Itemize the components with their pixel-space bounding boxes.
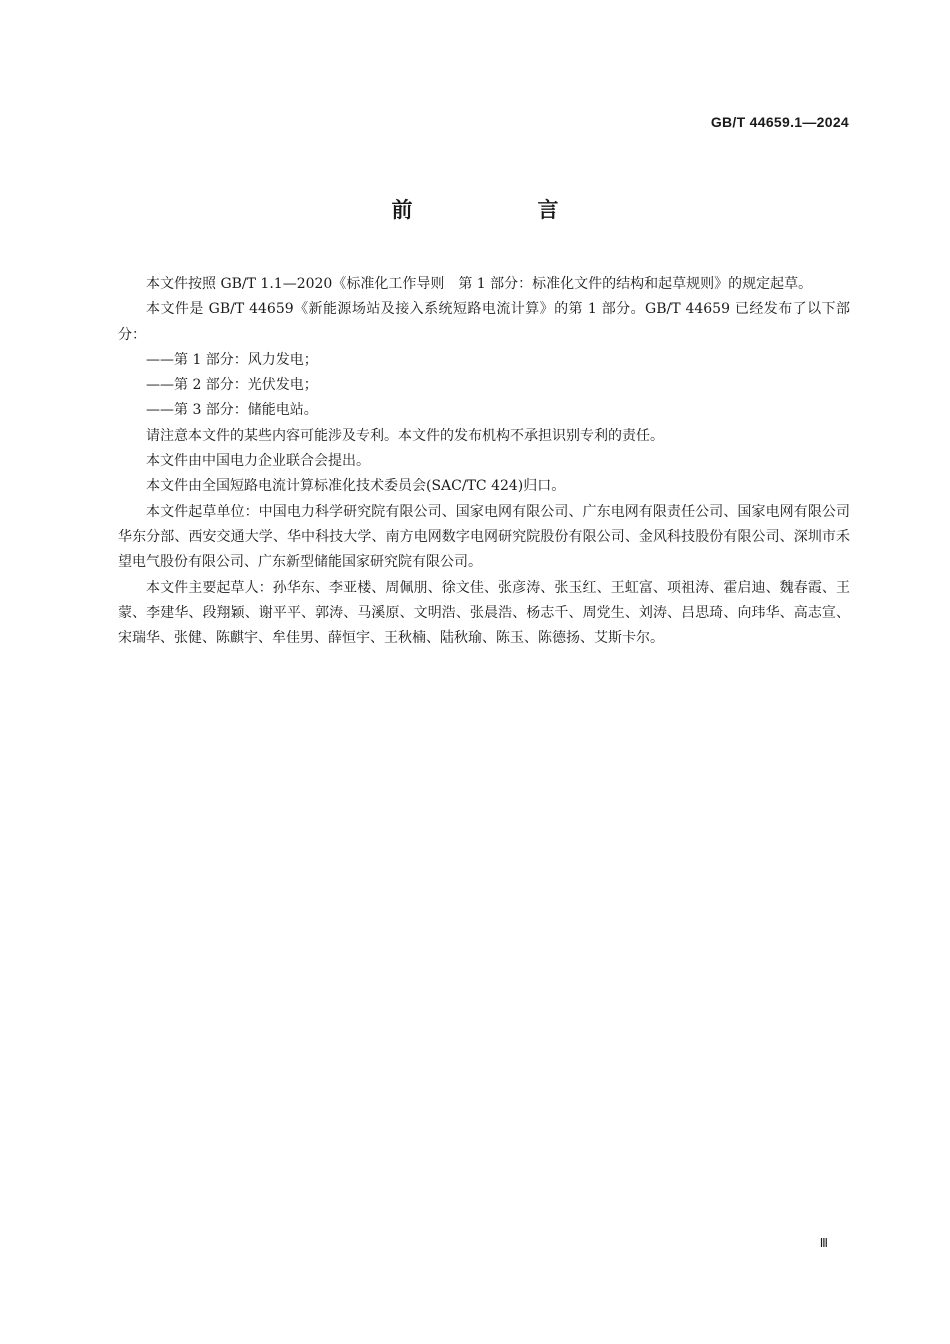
paragraph-proposer: 本文件由中国电力企业联合会提出。 [146,453,370,470]
paragraph-committee: 本文件由全国短路电流计算标准化技术委员会(SAC/TC 424)归口。 [146,478,566,495]
page-number: Ⅲ [819,1236,828,1250]
list-item-part-1: ——第 1 部分：风力发电； [146,351,318,368]
foreword-body [118,272,850,651]
standard-code: GB/T 44659.1—2024 [710,114,849,130]
list-item-part-3: ——第 3 部分：储能电站。 [146,402,318,419]
page-title: 前 言 [391,198,611,222]
list-item-part-2: ——第 2 部分：光伏发电； [146,377,318,394]
paragraph-drafting-rules: 本文件按照 GB/T 1.1—2020《标准化工作导则 第 1 部分：标准化文件的结构和起草规则》的规定起草。 [146,276,813,292]
paragraph-drafters: 本文件主要起草人：孙华东、李亚楼、周佩朋、徐文佳、张彦涛、张玉红、王虹富、项祖涛、霍启迪、魏春霞、王蒙、李建华、段翔颖、谢平平、郭涛、马溪原、文明浩、张晨浩、杨志千、周党生、刘涛、吕思琦、向玮华、高志宣、宋瑞华、张健、陈麒宇、牟佳男、薛恒宇、王秋楠、陆秋瑜、陈玉、陈德扬、艾斯卡尔。 [118,579,850,647]
paragraph-series-parts: 本文件是 GB/T 44659《新能源场站及接入系统短路电流计算》的第 1 部分。GB/T 44659 已经发布了以下部分： [118,301,850,343]
paragraph-patent-notice: 请注意本文件的某些内容可能涉及专利。本文件的发布机构不承担识别专利的责任。 [146,427,664,444]
paragraph-drafting-units: 本文件起草单位：中国电力科学研究院有限公司、国家电网有限公司、广东电网有限责任公司、国家电网有限公司华东分部、西安交通大学、华中科技大学、南方电网数字电网研究院股份有限公司、金风科技股份有限公司、深圳市禾望电气股份有限公司、广东新型储能国家研究院有限公司。 [118,503,850,571]
